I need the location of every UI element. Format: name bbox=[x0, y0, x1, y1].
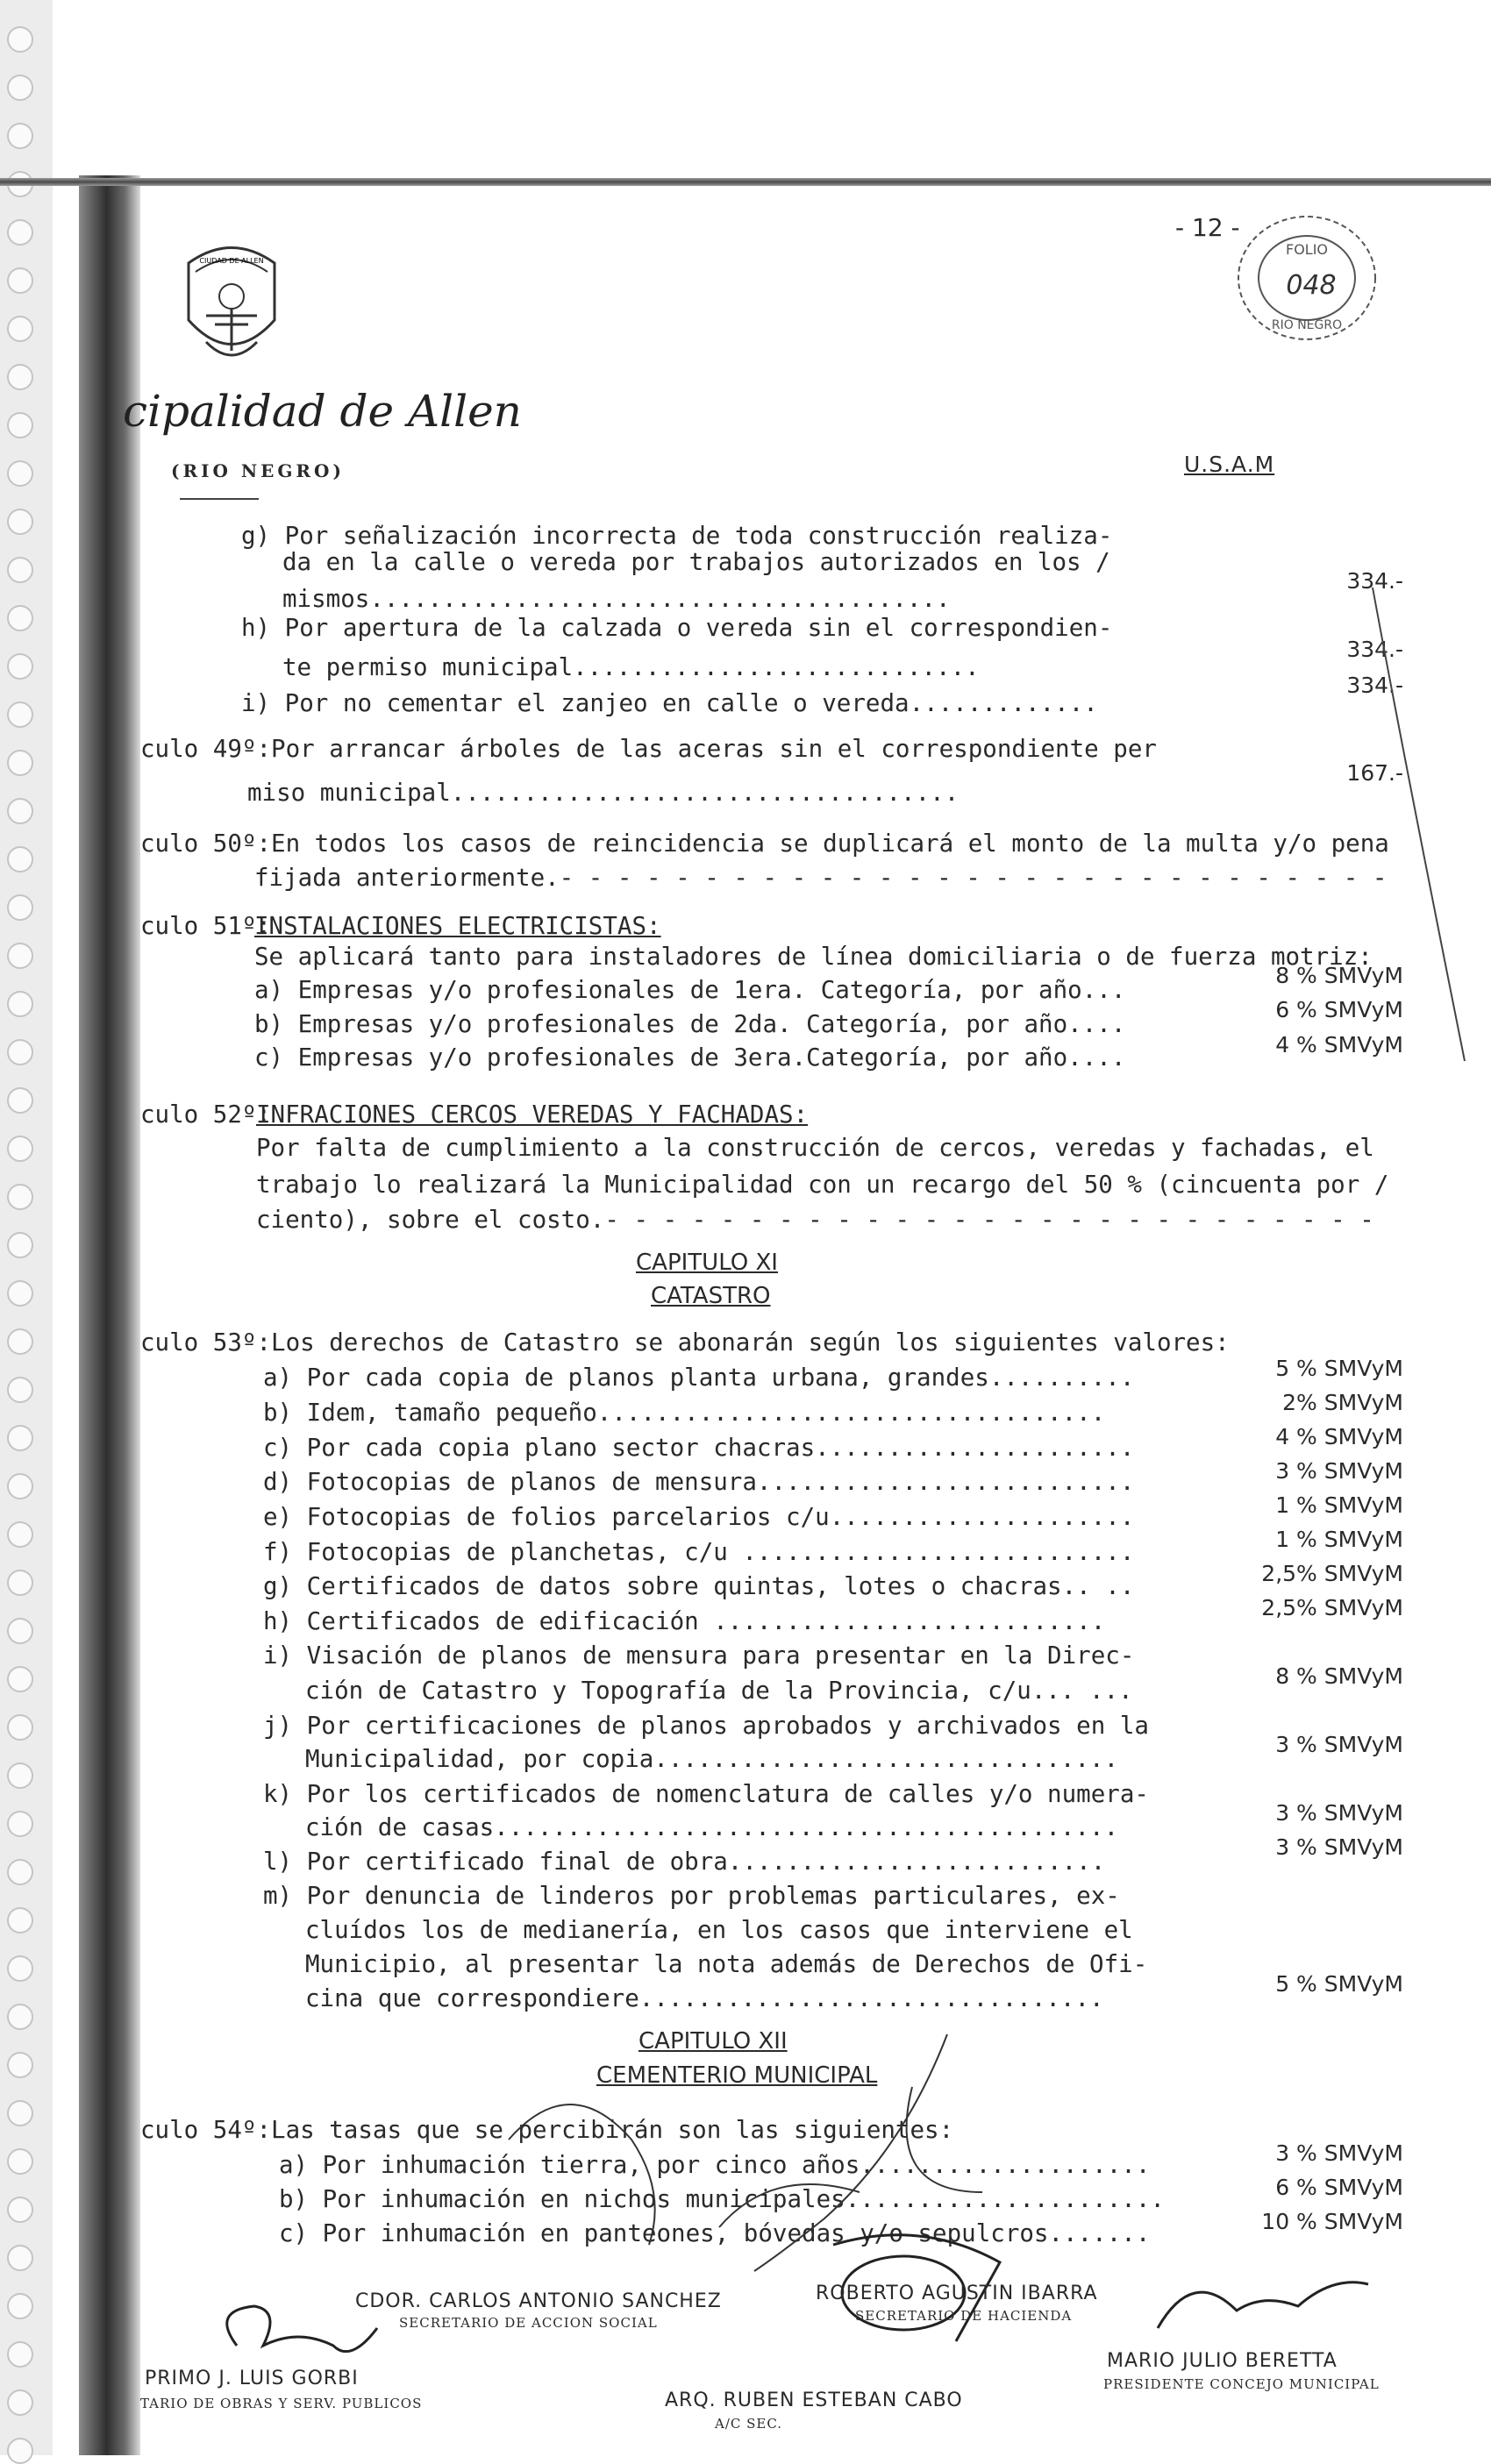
binder-hole bbox=[7, 894, 33, 921]
binder-hole bbox=[7, 1184, 33, 1210]
binder-hole bbox=[7, 460, 33, 487]
signature-sanchez-title: SECRETARIO DE ACCION SOCIAL bbox=[399, 2315, 658, 2331]
binder-hole bbox=[7, 123, 33, 149]
line-g: g) Por señalización incorrecta de toda construcción realiza- bbox=[241, 522, 1113, 550]
signature-scrawl-hacienda bbox=[816, 2210, 1026, 2350]
binder-hole bbox=[7, 2438, 33, 2464]
article-51-c: c) Empresas y/o profesionales de 3era.Categoría, por año.... bbox=[254, 1043, 1126, 1072]
binder-hole bbox=[7, 412, 33, 438]
article-53-m-3: Municipio, al presentar la nota además de Derechos de Ofi- bbox=[305, 1950, 1148, 1978]
article-53-l: l) Por certificado final de obra.......................... bbox=[263, 1848, 1106, 1876]
line-h-2: te permiso municipal............................ bbox=[282, 653, 980, 681]
scan-top-edge bbox=[0, 178, 1491, 186]
article-52-text-2: trabajo lo realizará la Municipalidad con un recargo del 50 % (cincuenta por / bbox=[256, 1171, 1389, 1199]
article-51-a: a) Empresas y/o profesionales de 1era. Categoría, por año... bbox=[254, 976, 1126, 1004]
signature-ibarra-title: SECRETARIO DE HACIENDA bbox=[855, 2308, 1073, 2324]
stamp-number: 048 bbox=[1286, 270, 1337, 301]
article-50: culo 50º:En todos los casos de reincidencia se duplicará el monto de la multa y/o pena bbox=[140, 830, 1389, 858]
article-52-title: INFRACIONES CERCOS VEREDAS Y FACHADAS: bbox=[256, 1100, 809, 1129]
binder-hole bbox=[7, 1666, 33, 1692]
amount-53-f: 1 % SMVyM bbox=[1275, 1527, 1403, 1552]
amount-53-a: 5 % SMVyM bbox=[1275, 1356, 1403, 1381]
signature-ibarra-name: ROBERTO AGUSTIN IBARRA bbox=[816, 2282, 1098, 2304]
amount-53-j: 3 % SMVyM bbox=[1275, 1732, 1403, 1757]
binder-hole bbox=[7, 1473, 33, 1499]
article-53-j: j) Por certificaciones de planos aprobados y archivados en la bbox=[263, 1712, 1149, 1740]
binder-hole bbox=[7, 2389, 33, 2416]
article-52-label: culo 52º: bbox=[140, 1100, 272, 1129]
amount-53-m: 5 % SMVyM bbox=[1275, 1971, 1403, 1997]
binder-hole bbox=[7, 26, 33, 53]
binder-hole bbox=[7, 1521, 33, 1548]
article-51-text: Se aplicará tanto para instaladores de línea domiciliaria o de fuerza motriz: bbox=[254, 943, 1373, 971]
binder-hole bbox=[7, 557, 33, 583]
binder-hole bbox=[7, 1377, 33, 1403]
article-53-f: f) Fotocopias de planchetas, c/u ........................... bbox=[263, 1538, 1135, 1566]
binder-hole bbox=[7, 750, 33, 776]
amount-54-b: 6 % SMVyM bbox=[1275, 2175, 1403, 2200]
binder-hole bbox=[7, 75, 33, 101]
article-54-a: a) Por inhumación tierra, por cinco años.................... bbox=[279, 2151, 1151, 2179]
binder-edge bbox=[0, 0, 53, 2455]
binder-hole bbox=[7, 1328, 33, 1355]
binder-hole bbox=[7, 509, 33, 535]
line-g-3: mismos........................................ bbox=[282, 585, 951, 613]
article-50-2: fijada anteriormente.- - - - - - - - - - - - - - - - - - - - - - - - - - - - - bbox=[254, 864, 1388, 892]
binder-hole bbox=[7, 2197, 33, 2223]
article-53-a: a) Por cada copia de planos planta urbana, grandes.......... bbox=[263, 1364, 1135, 1392]
binder-hole bbox=[7, 364, 33, 390]
binder-hole bbox=[7, 701, 33, 728]
binder-hole bbox=[7, 1618, 33, 1644]
chapter-xii-title: CEMENTERIO MUNICIPAL bbox=[596, 2062, 878, 2089]
signature-cabo-title: A/C SEC. bbox=[715, 2416, 783, 2432]
page-number: - 12 - bbox=[1175, 213, 1240, 242]
article-49: culo 49º:Por arrancar árboles de las aceras sin el correspondiente per bbox=[140, 735, 1157, 763]
article-53-e: e) Fotocopias de folios parcelarios c/u..................... bbox=[263, 1503, 1135, 1531]
chapter-xi-title: CATASTRO bbox=[651, 1283, 771, 1309]
article-53: culo 53º:Los derechos de Catastro se abonarán según los siguientes valores: bbox=[140, 1328, 1230, 1357]
binder-hole bbox=[7, 991, 33, 1017]
binder-hole bbox=[7, 1955, 33, 1982]
binder-hole bbox=[7, 2148, 33, 2175]
province-name: (RIO NEGRO) bbox=[171, 460, 345, 481]
signature-beretta-name: MARIO JULIO BERETTA bbox=[1107, 2350, 1338, 2372]
article-54-b: b) Por inhumación en nichos municipales...................... bbox=[279, 2185, 1165, 2213]
amount-i: 334.- bbox=[1346, 673, 1403, 698]
line-g-2: da en la calle o vereda por trabajos autorizados en los / bbox=[282, 548, 1110, 576]
article-53-m-2: cluídos los de medianería, en los casos que interviene el bbox=[305, 1916, 1133, 1944]
article-53-d: d) Fotocopias de planos de mensura.......................... bbox=[263, 1468, 1135, 1496]
amount-53-l: 3 % SMVyM bbox=[1275, 1834, 1403, 1860]
binder-hole bbox=[7, 798, 33, 824]
binder-hole bbox=[7, 943, 33, 969]
amount-49: 167.- bbox=[1346, 760, 1403, 786]
article-52-text-3: ciento), sobre el costo.- - - - - - - - - - - - - - - - - - - - - - - - - - - bbox=[256, 1206, 1374, 1234]
binder-hole bbox=[7, 316, 33, 342]
article-53-m: m) Por denuncia de linderos por problemas particulares, ex- bbox=[263, 1882, 1120, 1910]
signature-scrawl-beretta bbox=[1140, 2258, 1386, 2354]
line-i: i) Por no cementar el zanjeo en calle o vereda............. bbox=[241, 689, 1098, 717]
stamp-bottom: RIO NEGRO bbox=[1271, 318, 1343, 332]
binder-hole bbox=[7, 605, 33, 631]
binder-hole bbox=[7, 653, 33, 680]
article-53-m-4: cina que correspondiere................................ bbox=[305, 1984, 1104, 2012]
binder-hole bbox=[7, 1811, 33, 1837]
amount-53-e: 1 % SMVyM bbox=[1275, 1492, 1403, 1518]
amount-54-a: 3 % SMVyM bbox=[1275, 2140, 1403, 2166]
article-53-g: g) Certificados de datos sobre quintas, lotes o chacras.. .. bbox=[263, 1572, 1135, 1600]
city-crest-icon bbox=[180, 237, 283, 377]
binder-hole bbox=[7, 1907, 33, 1933]
binder-hole bbox=[7, 1136, 33, 1162]
amount-53-c: 4 % SMVyM bbox=[1275, 1424, 1403, 1449]
signature-beretta-title: PRESIDENTE CONCEJO MUNICIPAL bbox=[1103, 2376, 1380, 2392]
amount-53-b: 2% SMVyM bbox=[1282, 1390, 1403, 1415]
binder-hole bbox=[7, 2004, 33, 2030]
chapter-xii-number: CAPITULO XII bbox=[638, 2028, 788, 2055]
article-53-i-2: ción de Catastro y Topografía de la Provincia, c/u... ... bbox=[305, 1677, 1133, 1705]
signature-cabo-name: ARQ. RUBEN ESTEBAN CABO bbox=[665, 2389, 963, 2411]
province-underline bbox=[180, 498, 259, 500]
article-53-h: h) Certificados de edificación ........................... bbox=[263, 1607, 1106, 1635]
article-53-c: c) Por cada copia plano sector chacras...................... bbox=[263, 1434, 1135, 1462]
amount-51-a: 8 % SMVyM bbox=[1275, 963, 1403, 988]
binder-hole bbox=[7, 846, 33, 872]
binder-hole bbox=[7, 2100, 33, 2126]
article-54: culo 54º:Las tasas que se percibirán son las siguientes: bbox=[140, 2116, 954, 2144]
signature-sanchez-name: CDOR. CARLOS ANTONIO SANCHEZ bbox=[355, 2290, 722, 2312]
currency-column-header: U.S.A.M bbox=[1184, 452, 1275, 477]
article-53-k-2: ción de casas........................................... bbox=[305, 1813, 1119, 1841]
amount-53-i: 8 % SMVyM bbox=[1275, 1663, 1403, 1689]
article-49-2: miso municipal................................... bbox=[247, 779, 960, 807]
article-53-b: b) Idem, tamaño pequeño................................... bbox=[263, 1399, 1106, 1427]
amount-g: 334.- bbox=[1346, 568, 1403, 594]
binder-hole bbox=[7, 1570, 33, 1596]
binder-hole bbox=[7, 1087, 33, 1114]
binder-hole bbox=[7, 2341, 33, 2368]
binder-hole bbox=[7, 219, 33, 246]
binder-hole bbox=[7, 267, 33, 294]
binder-hole bbox=[7, 2052, 33, 2078]
article-53-i: i) Visación de planos de mensura para presentar en la Direc- bbox=[263, 1641, 1135, 1670]
binder-hole bbox=[7, 1859, 33, 1885]
article-53-k: k) Por los certificados de nomenclatura de calles y/o numera- bbox=[263, 1780, 1149, 1808]
folio-stamp-icon bbox=[1219, 206, 1386, 351]
amount-53-g: 2,5% SMVyM bbox=[1261, 1561, 1403, 1586]
binder-hole bbox=[7, 1232, 33, 1258]
amount-53-d: 3 % SMVyM bbox=[1275, 1458, 1403, 1484]
binder-hole bbox=[7, 1763, 33, 1789]
signature-gorbi-title: TARIO DE OBRAS Y SERV. PUBLICOS bbox=[140, 2396, 423, 2411]
amount-54-c: 10 % SMVyM bbox=[1261, 2209, 1403, 2234]
binder-hole bbox=[7, 2293, 33, 2319]
amount-53-h: 2,5% SMVyM bbox=[1261, 1595, 1403, 1620]
page-fold-shadow bbox=[79, 175, 140, 2455]
municipality-name: cipalidad de Allen bbox=[123, 386, 522, 437]
stamp-top: FOLIO bbox=[1285, 241, 1329, 258]
amount-51-c: 4 % SMVyM bbox=[1275, 1032, 1403, 1058]
line-h: h) Por apertura de la calzada o vereda sin el correspondien- bbox=[241, 614, 1113, 642]
chapter-xi-number: CAPITULO XI bbox=[636, 1250, 778, 1276]
binder-hole bbox=[7, 1714, 33, 1741]
article-51-title: INSTALACIONES ELECTRICISTAS: bbox=[254, 912, 661, 940]
article-51-b: b) Empresas y/o profesionales de 2da. Categoría, por año.... bbox=[254, 1010, 1126, 1038]
amount-h: 334.- bbox=[1346, 637, 1403, 662]
article-54-c: c) Por inhumación en panteones, bóvedas y/o sepulcros....... bbox=[279, 2219, 1151, 2247]
amount-51-b: 6 % SMVyM bbox=[1275, 997, 1403, 1022]
article-53-j-2: Municipalidad, por copia................................ bbox=[305, 1745, 1119, 1773]
binder-hole bbox=[7, 1280, 33, 1307]
article-52-text: Por falta de cumplimiento a la construcción de cercos, veredas y fachadas, el bbox=[256, 1134, 1374, 1162]
signature-gorbi-name: PRIMO J. LUIS GORBI bbox=[145, 2368, 359, 2389]
logo-text: CIUDAD DE ALLEN bbox=[199, 257, 264, 265]
margin-pen-mark bbox=[1368, 579, 1473, 1070]
binder-hole bbox=[7, 2245, 33, 2271]
amount-53-k: 3 % SMVyM bbox=[1275, 1800, 1403, 1826]
binder-hole bbox=[7, 1039, 33, 1065]
article-51-label: culo 51º: bbox=[140, 912, 272, 940]
binder-hole bbox=[7, 1425, 33, 1451]
